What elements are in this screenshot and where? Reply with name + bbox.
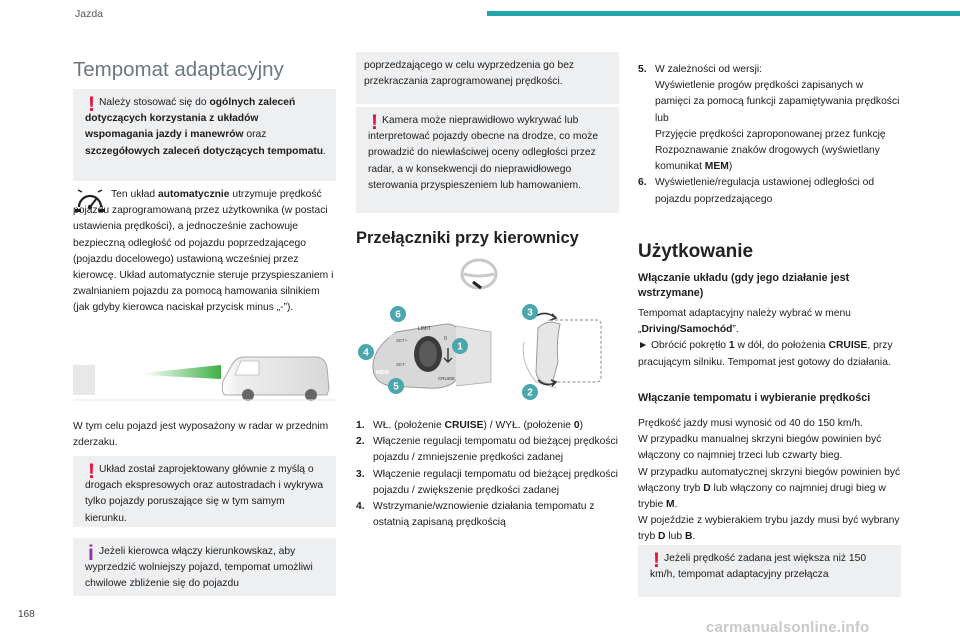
- svg-text:5: 5: [393, 381, 399, 393]
- usage-heading: Użytkowanie: [638, 241, 754, 262]
- warning-icon: !: [371, 111, 378, 134]
- callout-6: [390, 306, 406, 322]
- svg-text:2: 2: [527, 387, 533, 399]
- svg-text:1: 1: [457, 341, 463, 353]
- list-item: 5. W zależności od wersji: Wyświetlenie progów prędkości zapisanych w pamięci za pomocą funkcji zapamiętywania prędkości lub Przyjęcie prędkości zaproponowanej przez funkcję Rozpoznawanie znaków drogowych (wyświetlany komunikat MEM): [638, 64, 900, 173]
- page-number: 168: [18, 609, 35, 620]
- radar-paragraph: W tym celu pojazd jest wyposażony w radar w przednim zderzaku.: [73, 421, 329, 449]
- set-plus-label: SET+: [396, 338, 408, 343]
- cruise-stalk-diagram: [356, 302, 496, 398]
- list-item: 2. Włączenie regulacji tempomatu od bieżącej prędkości pojazdu / zmniejszenie prędkości zadanej: [356, 436, 618, 464]
- svg-text:6: 6: [395, 309, 401, 321]
- stalk-side-diagram: [516, 302, 616, 402]
- limit-label: LIMIT: [418, 326, 431, 332]
- warning-icon: !: [88, 93, 95, 116]
- warning-icon: !: [88, 460, 95, 483]
- callout-2: [522, 384, 538, 400]
- speed-paragraph: Prędkość jazdy musi wynosić od 40 do 150 km/h. W przypadku manualnej skrzyni biegów powinien być włączony co najmniej trzeci lub czwarty bieg. W przypadku automatycznej skrzyni biegów powinien być włączony tryb D lub włączony co najmniej drugi bieg w trybie M. W pojeździe z wybierakiem trybu jazdy musi być wybrany tryb D lub B.: [638, 418, 901, 543]
- page-title: Tempomat adaptacyjny: [73, 58, 284, 81]
- list-item: 6. Wyświetlenie/regulacja ustawionej odległości od pojazdu poprzedzającego: [638, 177, 875, 205]
- enable-paragraph: Tempomat adaptacyjny należy wybrać w menu „Driving/Samochód”. ► Obrócić pokrętło 1 w dół, do położenia CRUISE, przy pracującym silniku. Tempomat jest gotowy do działania.: [638, 308, 893, 368]
- speed-warning-note: ! Jeżeli prędkość zadana jest większa niż 150 km/h, tempomat adaptacyjny przełącza: [638, 545, 901, 597]
- watermark: carmanualsonline.info: [706, 619, 870, 636]
- header-bar: [487, 11, 960, 16]
- steering-switches-heading: Przełączniki przy kierownicy: [356, 229, 579, 247]
- intro-paragraph: Ten układ automatycznie utrzymuje prędkość pojazdu zaprogramowaną przez użytkownika (w postaci ustawienia prędkości), a jednocześnie zachowuje bezpieczną odległość od pojazdu poprzedzającego (pojazdu docelowego) ustawioną wcześniej przez kierowcę. Układ automatycznie steruje przyspieszaniem i zwalnianiem pojazdu za pomocą hamowania silnikiem (jak gdyby kierowca naciskał przycisk minus „-”).: [73, 189, 334, 314]
- callout-3: [522, 304, 538, 320]
- set-minus-label: SET-: [396, 362, 407, 367]
- section-label: Jazda: [75, 8, 104, 20]
- list-item: 3. Włączenie regulacji tempomatu od bieżącej prędkości pojazdu / zwiększenie prędkości zadanej: [356, 468, 618, 496]
- switch-steps-list-continued: [638, 62, 901, 208]
- callout-1: [452, 338, 468, 354]
- warning-icon: !: [653, 549, 660, 572]
- svg-text:3: 3: [527, 307, 533, 319]
- svg-text:4: 4: [363, 347, 369, 359]
- gap-label: GAP: [382, 331, 396, 342]
- zero-label: 0: [444, 336, 447, 342]
- speed-subheading: Włączanie tempomatu i wybieranie prędkości: [638, 392, 871, 404]
- callout-5: [388, 378, 404, 394]
- info-icon: i: [88, 542, 94, 565]
- camera-warning-note: ! Kamera może nieprawidłowo wykrywać lub interpretować pojazdy obecne na drodze, co może prowadzić do niewłaściwej oceny odległości przez radar, a w konsekwencji do nieprawidłowego sterowania przyspieszeniem lub hamowaniem.: [356, 107, 619, 213]
- warning-note: ! Należy stosować się do ogólnych zaleceń dotyczących korzystania z układów wspomagania jazdy i manewrów oraz szczegółowych zaleceń dotyczących tempomatu.: [73, 89, 336, 181]
- list-item: 4. Wstrzymanie/wznowienie działania tempomatu z ostatnią zapisaną prędkością: [356, 501, 595, 529]
- mem-label: MEM: [376, 370, 389, 376]
- cruise-label: CRUISE: [438, 376, 456, 381]
- callout-4: [358, 344, 374, 360]
- list-item: 1. WŁ. (położenie CRUISE) / WYŁ. (położenie 0): [356, 420, 584, 431]
- design-note: ! Układ został zaprojektowany głównie z myślą o drogach ekspresowych oraz autostradach i wykrywa tylko pojazdy poruszające się w tym samym kierunku.: [73, 456, 336, 527]
- enable-subheading: Włączanie układu (gdy jego działanie jest wstrzymane): [638, 272, 850, 299]
- steering-wheel-icon: [459, 258, 499, 290]
- info-note-continued: poprzedzającego w celu wyprzedzenia go bez przekraczania zaprogramowanej prędkości.: [356, 52, 619, 104]
- info-note: i Jeżeli kierowca włączy kierunkowskaz, aby wyprzedzić wolniejszy pojazd, tempomat umożliwi chwilowe zbliżenie się do pojazdu: [73, 538, 336, 596]
- radar-car-illustration: [73, 353, 336, 401]
- switch-steps-list: [356, 418, 619, 531]
